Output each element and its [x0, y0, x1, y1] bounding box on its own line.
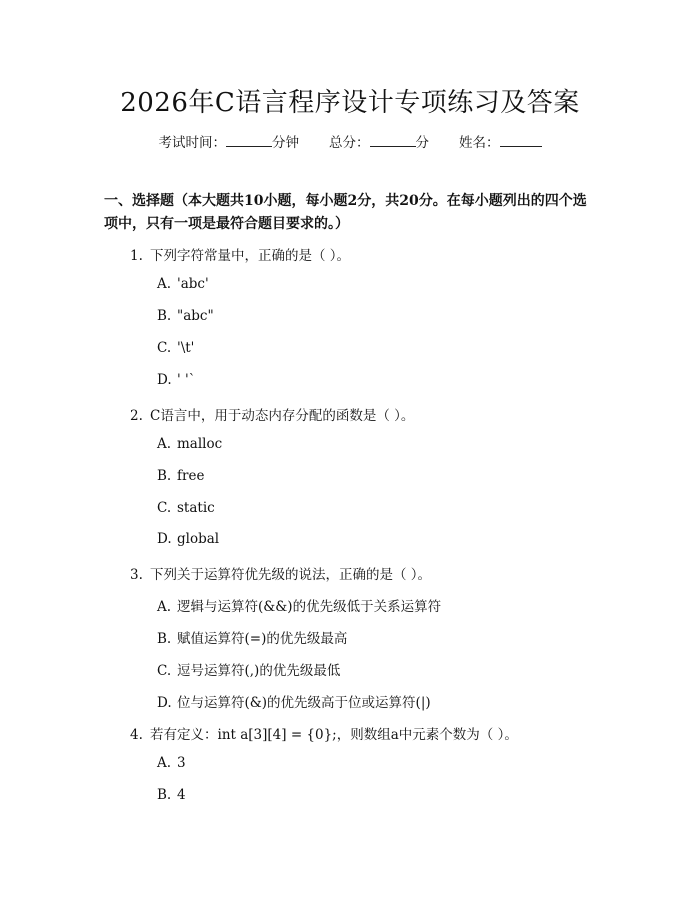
- option-3c: [157, 659, 340, 679]
- option-text: 4: [177, 787, 186, 803]
- option-text: 'abc': [177, 276, 209, 292]
- time-label: 考试时间：: [158, 135, 226, 151]
- option-letter: A.: [157, 436, 172, 452]
- question-number: 2.: [130, 408, 143, 424]
- option-letter: C.: [157, 500, 172, 516]
- option-3a: [157, 595, 441, 615]
- option-text: free: [177, 468, 205, 484]
- question-stem: C语言中，用于动态内存分配的函数是（ ）。: [150, 408, 415, 424]
- option-letter: A.: [157, 276, 172, 292]
- question-number: 3.: [130, 567, 143, 583]
- option-text: ' '`: [177, 372, 196, 388]
- option-letter: A.: [157, 755, 172, 771]
- option-text: global: [177, 531, 220, 547]
- question-stem: 下列关于运算符优先级的说法，正确的是（ ）。: [150, 567, 432, 583]
- section-heading: 一、选择题（本大题共10小题，每小题2分，共20分。在每小题列出的四个选项中，只有一项是最符合题目要求的。）: [104, 193, 587, 232]
- exam-meta: [0, 131, 700, 151]
- option-4b: [157, 787, 186, 803]
- name-label: 姓名：: [459, 135, 500, 151]
- option-1b: [157, 308, 214, 324]
- time-blank: [226, 134, 272, 147]
- name-blank: [500, 134, 542, 147]
- option-2a: [157, 436, 222, 452]
- option-text: 逗号运算符(,)的优先级最低: [177, 663, 341, 679]
- option-2c: [157, 500, 215, 516]
- option-text: static: [177, 500, 215, 516]
- option-text: 位与运算符(&)的优先级高于位或运算符(|): [177, 695, 431, 711]
- option-letter: A.: [157, 599, 172, 615]
- question-number: 1.: [130, 248, 143, 264]
- option-text: 赋值运算符(=)的优先级最高: [177, 631, 348, 647]
- option-letter: C.: [157, 663, 172, 679]
- option-text: 逻辑与运算符(&&)的优先级低于关系运算符: [177, 599, 442, 615]
- score-field: [329, 131, 429, 151]
- option-letter: D.: [157, 531, 172, 547]
- option-text: "abc": [177, 308, 214, 324]
- option-4a: [157, 755, 186, 771]
- question-2: [130, 404, 414, 424]
- question-stem: 若有定义：int a[3][4] = {0};，则数组a中元素个数为（ ）。: [150, 727, 518, 743]
- time-field: [159, 131, 300, 151]
- question-4: [130, 723, 518, 743]
- name-field: [459, 131, 542, 151]
- option-text: malloc: [177, 436, 223, 452]
- time-unit: 分钟: [272, 135, 299, 151]
- option-text: 3: [177, 755, 186, 771]
- option-3d: [157, 691, 431, 711]
- question-stem: 下列字符常量中，正确的是（ ）。: [150, 248, 351, 264]
- question-1: [130, 244, 350, 264]
- option-letter: B.: [157, 468, 172, 484]
- option-letter: D.: [157, 372, 172, 388]
- option-1d: [157, 372, 195, 388]
- score-unit: 分: [415, 135, 429, 151]
- option-3b: [157, 627, 347, 647]
- option-1a: [157, 276, 209, 292]
- option-1c: [157, 340, 194, 356]
- option-letter: B.: [157, 308, 172, 324]
- option-2b: [157, 468, 204, 484]
- score-label: 总分：: [329, 135, 370, 151]
- exam-title: 2026年C语言程序设计专项练习及答案: [120, 88, 580, 118]
- question-number: 4.: [130, 727, 143, 743]
- question-3: [130, 563, 431, 583]
- option-2d: [157, 531, 219, 547]
- score-blank: [370, 134, 416, 147]
- option-letter: B.: [157, 787, 172, 803]
- option-letter: C.: [157, 340, 172, 356]
- option-text: '\t': [177, 340, 195, 356]
- option-letter: B.: [157, 631, 172, 647]
- option-letter: D.: [157, 695, 172, 711]
